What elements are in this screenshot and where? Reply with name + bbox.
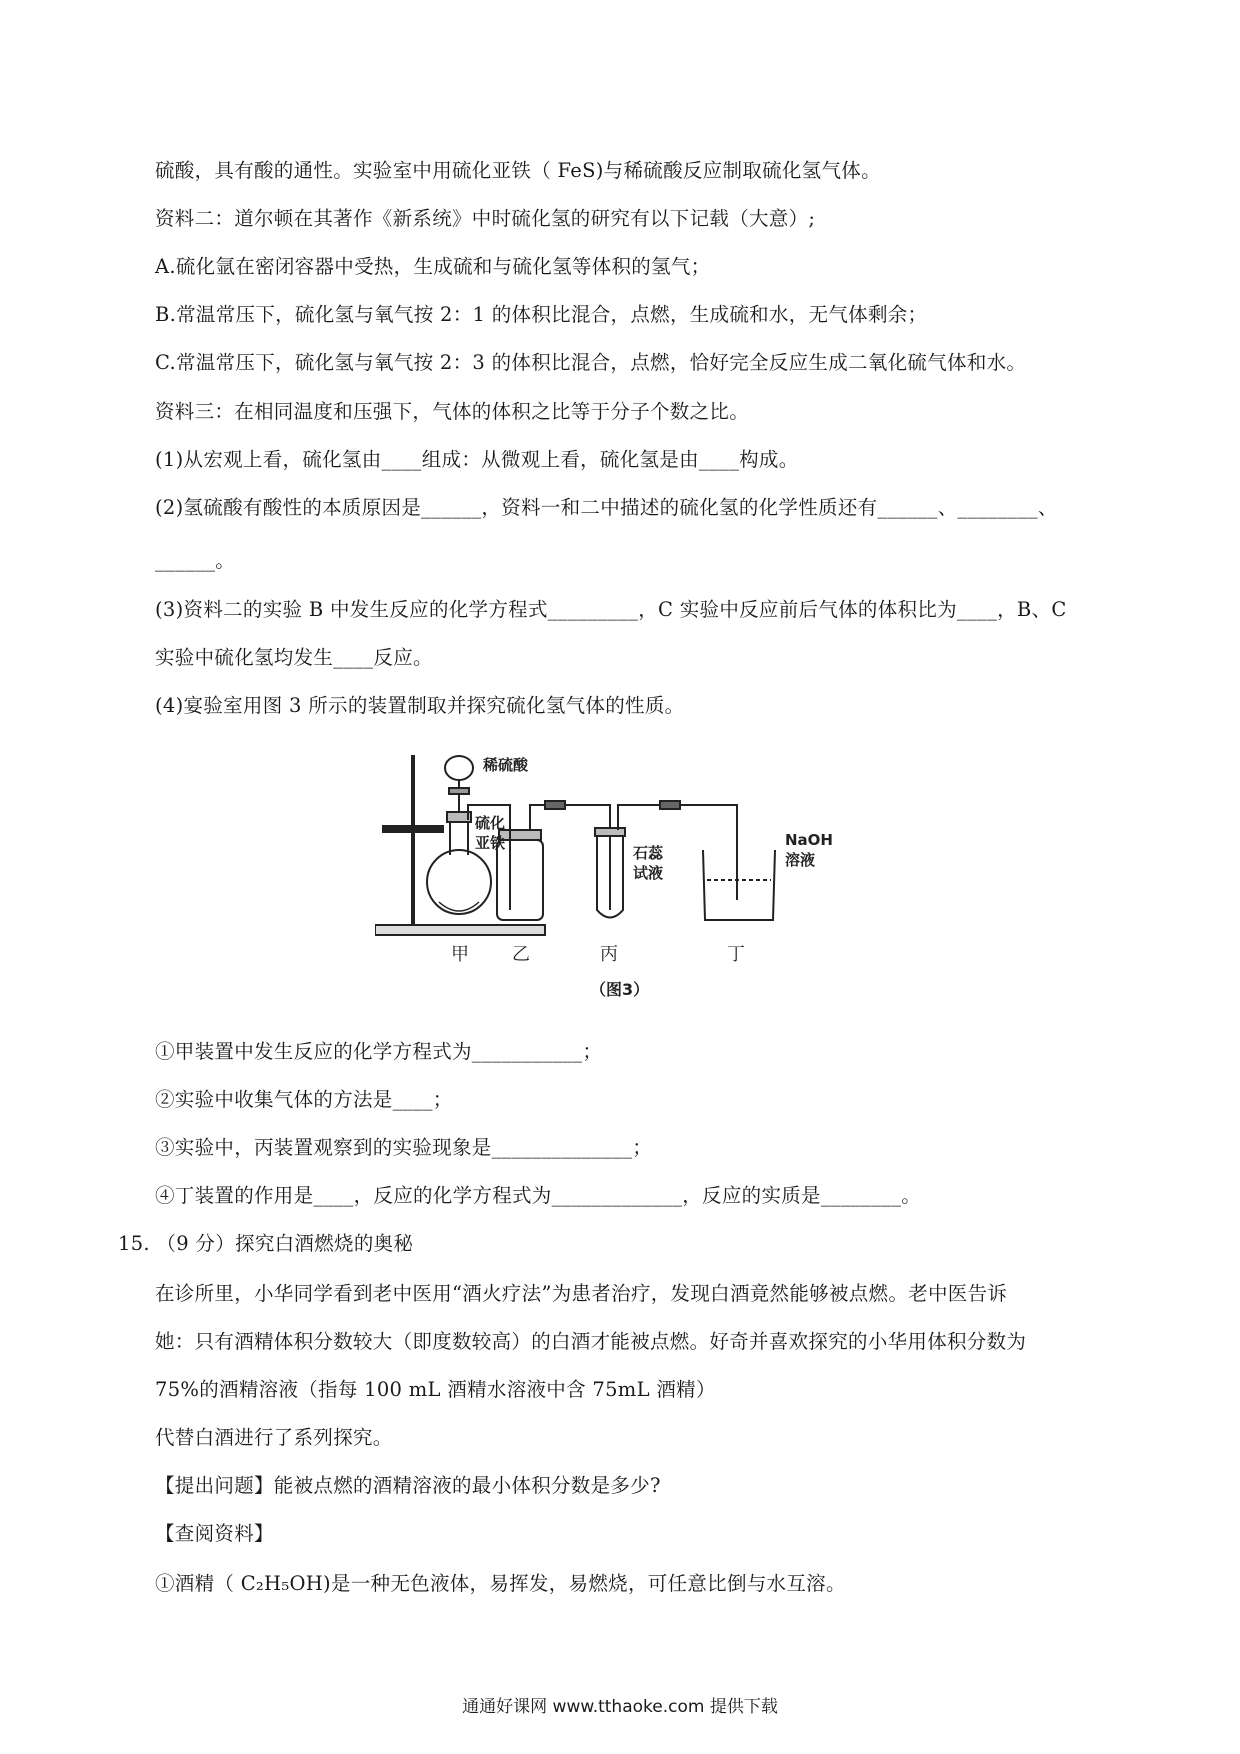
question-4: (4)宴验室用图 3 所示的装置制取并探究硫化氢气体的性质。: [155, 694, 685, 717]
q15-line: 75%的酒精溶液（指每 100 mL 酒精水溶液中含 75mL 酒精）: [155, 1378, 716, 1401]
sep-funnel-bulb: [445, 756, 473, 780]
label-dilute-acid: 稀硫酸: [483, 756, 529, 774]
round-flask: [427, 850, 491, 914]
tube-b-c: [530, 805, 610, 830]
apparatus-figure: [375, 750, 925, 1010]
clamp: [383, 826, 443, 832]
label-ding: 丁: [727, 944, 745, 965]
question-3: (3)资料二的实验 B 中发生反应的化学方程式_________，C 实验中反应前后气体的体积比为____，B、C: [155, 598, 1067, 621]
rubber-joint: [545, 801, 565, 809]
q15-line: ①酒精（ C₂H₅OH)是一种无色液体，易挥发，易燃烧，可任意比倒与水互溶。: [155, 1572, 846, 1595]
bottle-stopper: [499, 830, 541, 840]
text-line: 资料二：道尔顿在其著作《新系统》中时硫化氢的研究有以下记载（大意）;: [155, 207, 816, 230]
question-2: (2)氢硫酸有酸性的本质原因是______，资料一和二中描述的硫化氢的化学性质还有______、________、: [155, 496, 1058, 519]
label-litmus-2: 试液: [633, 864, 664, 882]
stopcock: [449, 788, 469, 794]
q15-line: 【查阅资料】: [155, 1522, 274, 1545]
page-footer: 通通好课网 www.tthaoke.com 提供下载: [462, 1697, 778, 1717]
flask-solid: [439, 902, 479, 911]
label-jia: 甲: [451, 944, 469, 965]
text-line: A.硫化氩在密闭容器中受热，生成硫和与硫化氢等体积的氢气；: [155, 255, 711, 278]
text-line: 资料三：在相同温度和压强下，气体的体积之比等于分子个数之比。: [155, 400, 750, 423]
q15-line: 她：只有酒精体积分数较大（即度数较高）的白酒才能被点燃。好奇并喜欢探究的小华用体积分数为: [155, 1330, 1027, 1353]
beaker: [703, 850, 775, 920]
q15-header: 15. （9 分）探究白酒燃烧的奥秘: [118, 1232, 414, 1255]
question-2-cont: ______。: [155, 549, 236, 572]
sub-question-1: ①甲装置中发生反应的化学方程式为___________；: [155, 1040, 603, 1063]
label-naoh-1: NaOH: [785, 831, 833, 849]
figure-caption: （图3）: [590, 980, 650, 999]
sub-question-4: ④丁装置的作用是____，反应的化学方程式为_____________，反应的实质是________。: [155, 1184, 922, 1207]
collection-bottle: [497, 840, 543, 920]
text-line: C.常温常压下，硫化氢与氧气按 2：3 的体积比混合，点燃，恰好完全反应生成二氧化硫气体和水。: [155, 351, 1027, 374]
stand-base: [375, 925, 545, 935]
q15-line: 在诊所里，小华同学看到老中医用“酒火疗法”为患者治疗，发现白酒竟然能够被点燃。老中医告诉: [155, 1282, 1008, 1305]
label-yi: 乙: [512, 944, 530, 965]
q15-line: 代替白酒进行了系列探究。: [155, 1426, 393, 1449]
rubber-joint-2: [660, 801, 680, 809]
test-tube-stopper: [595, 828, 625, 836]
label-fes-2: 亚铁: [475, 834, 506, 852]
sub-question-3: ③实验中，丙装置观察到的实验现象是______________；: [155, 1136, 653, 1159]
q15-line: 【提出问题】能被点燃的酒精溶液的最小体积分数是多少?: [155, 1474, 661, 1497]
question-3-cont: 实验中硫化氢均发生____反应。: [155, 646, 433, 669]
sub-question-2: ②实验中收集气体的方法是____；: [155, 1088, 453, 1111]
label-fes-1: 硫化: [475, 814, 506, 832]
label-bing: 丙: [600, 944, 618, 965]
label-litmus-1: 石蕊: [633, 844, 664, 862]
text-line: B.常温常压下，硫化氢与氧气按 2：1 的体积比混合，点燃，生成硫和水，无气体剩余；: [155, 303, 928, 326]
text-line: 硫酸，具有酸的通性。实验室中用硫化亚铁（ FeS)与稀硫酸反应制取硫化氢气体。: [155, 159, 881, 182]
label-naoh-2: 溶液: [785, 851, 816, 869]
question-1: (1)从宏观上看，硫化氢由____组成：从微观上看，硫化氢是由____构成。: [155, 448, 799, 471]
